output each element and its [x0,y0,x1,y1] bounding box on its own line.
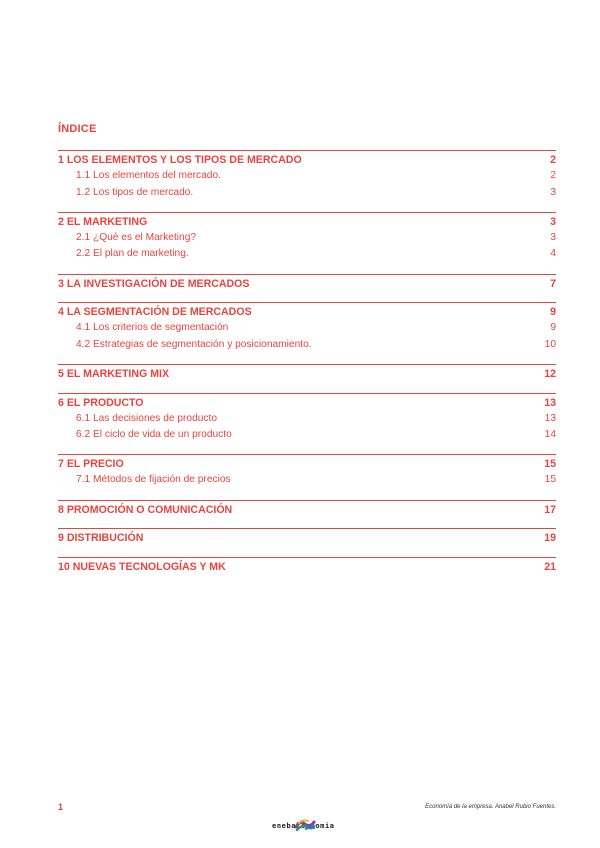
footer-page-number: 1 [58,802,64,812]
toc-entry-page: 9 [550,306,556,319]
toc-entry-label: 2 EL MARKETING [58,215,148,228]
toc-subentry-label: 1.2 Los tipos de mercado. [76,186,194,198]
table-of-contents [58,150,556,585]
footer-credit: Economía de la empresa. Anabel Rubio Fuentes. [425,804,556,810]
toc-entry-page: 3 [550,215,556,228]
toc-entry[interactable] [58,454,556,474]
toc-entry[interactable] [58,302,556,322]
toc-entry-label: 7 EL PRECIO [58,458,124,471]
toc-subentry-page: 9 [550,322,556,334]
toc-subentry-page: 15 [544,474,556,486]
toc-subentry-label: 1.1 Los elementos del mercado. [76,170,221,181]
toc-section [58,500,556,520]
toc-section [58,364,556,384]
toc-entry-page: 15 [544,458,556,471]
toc-entry[interactable] [58,364,556,384]
toc-section [58,393,556,446]
toc-entry-label: 10 NUEVAS TECNOLOGÍAS Y MK [58,560,226,573]
toc-title: ÍNDICE [58,123,97,135]
colorful-brush-strokes-icon [294,818,316,837]
toc-section [58,274,556,294]
toc-subentry-label: 2.1 ¿Qué es el Marketing? [76,231,197,243]
toc-subentry[interactable] [58,187,556,204]
toc-entry-page: 13 [544,396,556,409]
toc-entry[interactable] [58,212,556,232]
toc-subentry[interactable] [58,322,556,339]
toc-entry-page: 17 [544,503,556,516]
toc-entry[interactable] [58,393,556,413]
toc-subentry-label: 6.2 El ciclo de vida de un producto [76,429,232,441]
toc-section [58,454,556,491]
toc-entry[interactable] [58,500,556,520]
toc-entry-label: 3 LA INVESTIGACIÓN DE MERCADOS [58,277,250,290]
toc-entry-label: 6 EL PRODUCTO [58,396,144,409]
toc-entry-label: 8 PROMOCIÓN O COMUNICACIÓN [58,503,233,516]
toc-subentry-page: 3 [550,186,556,198]
toc-subentry-label: 4.1 Los criterios de segmentación [76,322,229,334]
toc-entry-label: 9 DISTRIBUCIÓN [58,532,144,545]
toc-subentry-label: 7.1 Métodos de fijación de precios [76,474,231,486]
logo-text: enebalconomía [272,822,335,830]
toc-subentry[interactable] [58,339,556,356]
toc-entry-label: 5 EL MARKETING MIX [58,367,170,380]
toc-entry[interactable] [58,557,556,577]
toc-subentry-page: 10 [544,338,556,350]
toc-entry-page: 7 [550,277,556,290]
toc-subentry-page: 4 [550,248,556,260]
toc-section [58,528,556,548]
toc-subentry-page: 13 [544,412,556,424]
toc-subentry-page: 2 [550,170,556,181]
toc-entry-page: 12 [544,367,556,380]
toc-entry-page: 2 [550,154,556,166]
toc-subentry-page: 3 [550,231,556,243]
toc-entry-label: 1 LOS ELEMENTOS Y LOS TIPOS DE MERCADO [58,154,302,166]
toc-entry-page: 21 [544,560,556,573]
toc-subentry[interactable] [58,232,556,249]
toc-subentry[interactable] [58,248,556,265]
toc-section [58,302,556,355]
toc-section [58,150,556,203]
toc-subentry[interactable] [58,170,556,187]
toc-entry-label: 4 LA SEGMENTACIÓN DE MERCADOS [58,306,252,319]
toc-section [58,557,556,577]
toc-subentry[interactable] [58,429,556,446]
toc-subentry[interactable] [58,413,556,430]
toc-entry[interactable] [58,150,556,170]
toc-subentry-label: 6.1 Las decisiones de producto [76,412,218,424]
toc-section [58,212,556,265]
toc-entry-page: 19 [544,532,556,545]
footer-logo [272,818,338,836]
toc-subentry-label: 4.2 Estrategias de segmentación y posicionamiento. [76,338,312,350]
toc-subentry[interactable] [58,474,556,491]
toc-entry[interactable] [58,274,556,294]
toc-entry[interactable] [58,528,556,548]
toc-subentry-label: 2.2 El plan de marketing. [76,248,189,260]
toc-subentry-page: 14 [544,429,556,441]
